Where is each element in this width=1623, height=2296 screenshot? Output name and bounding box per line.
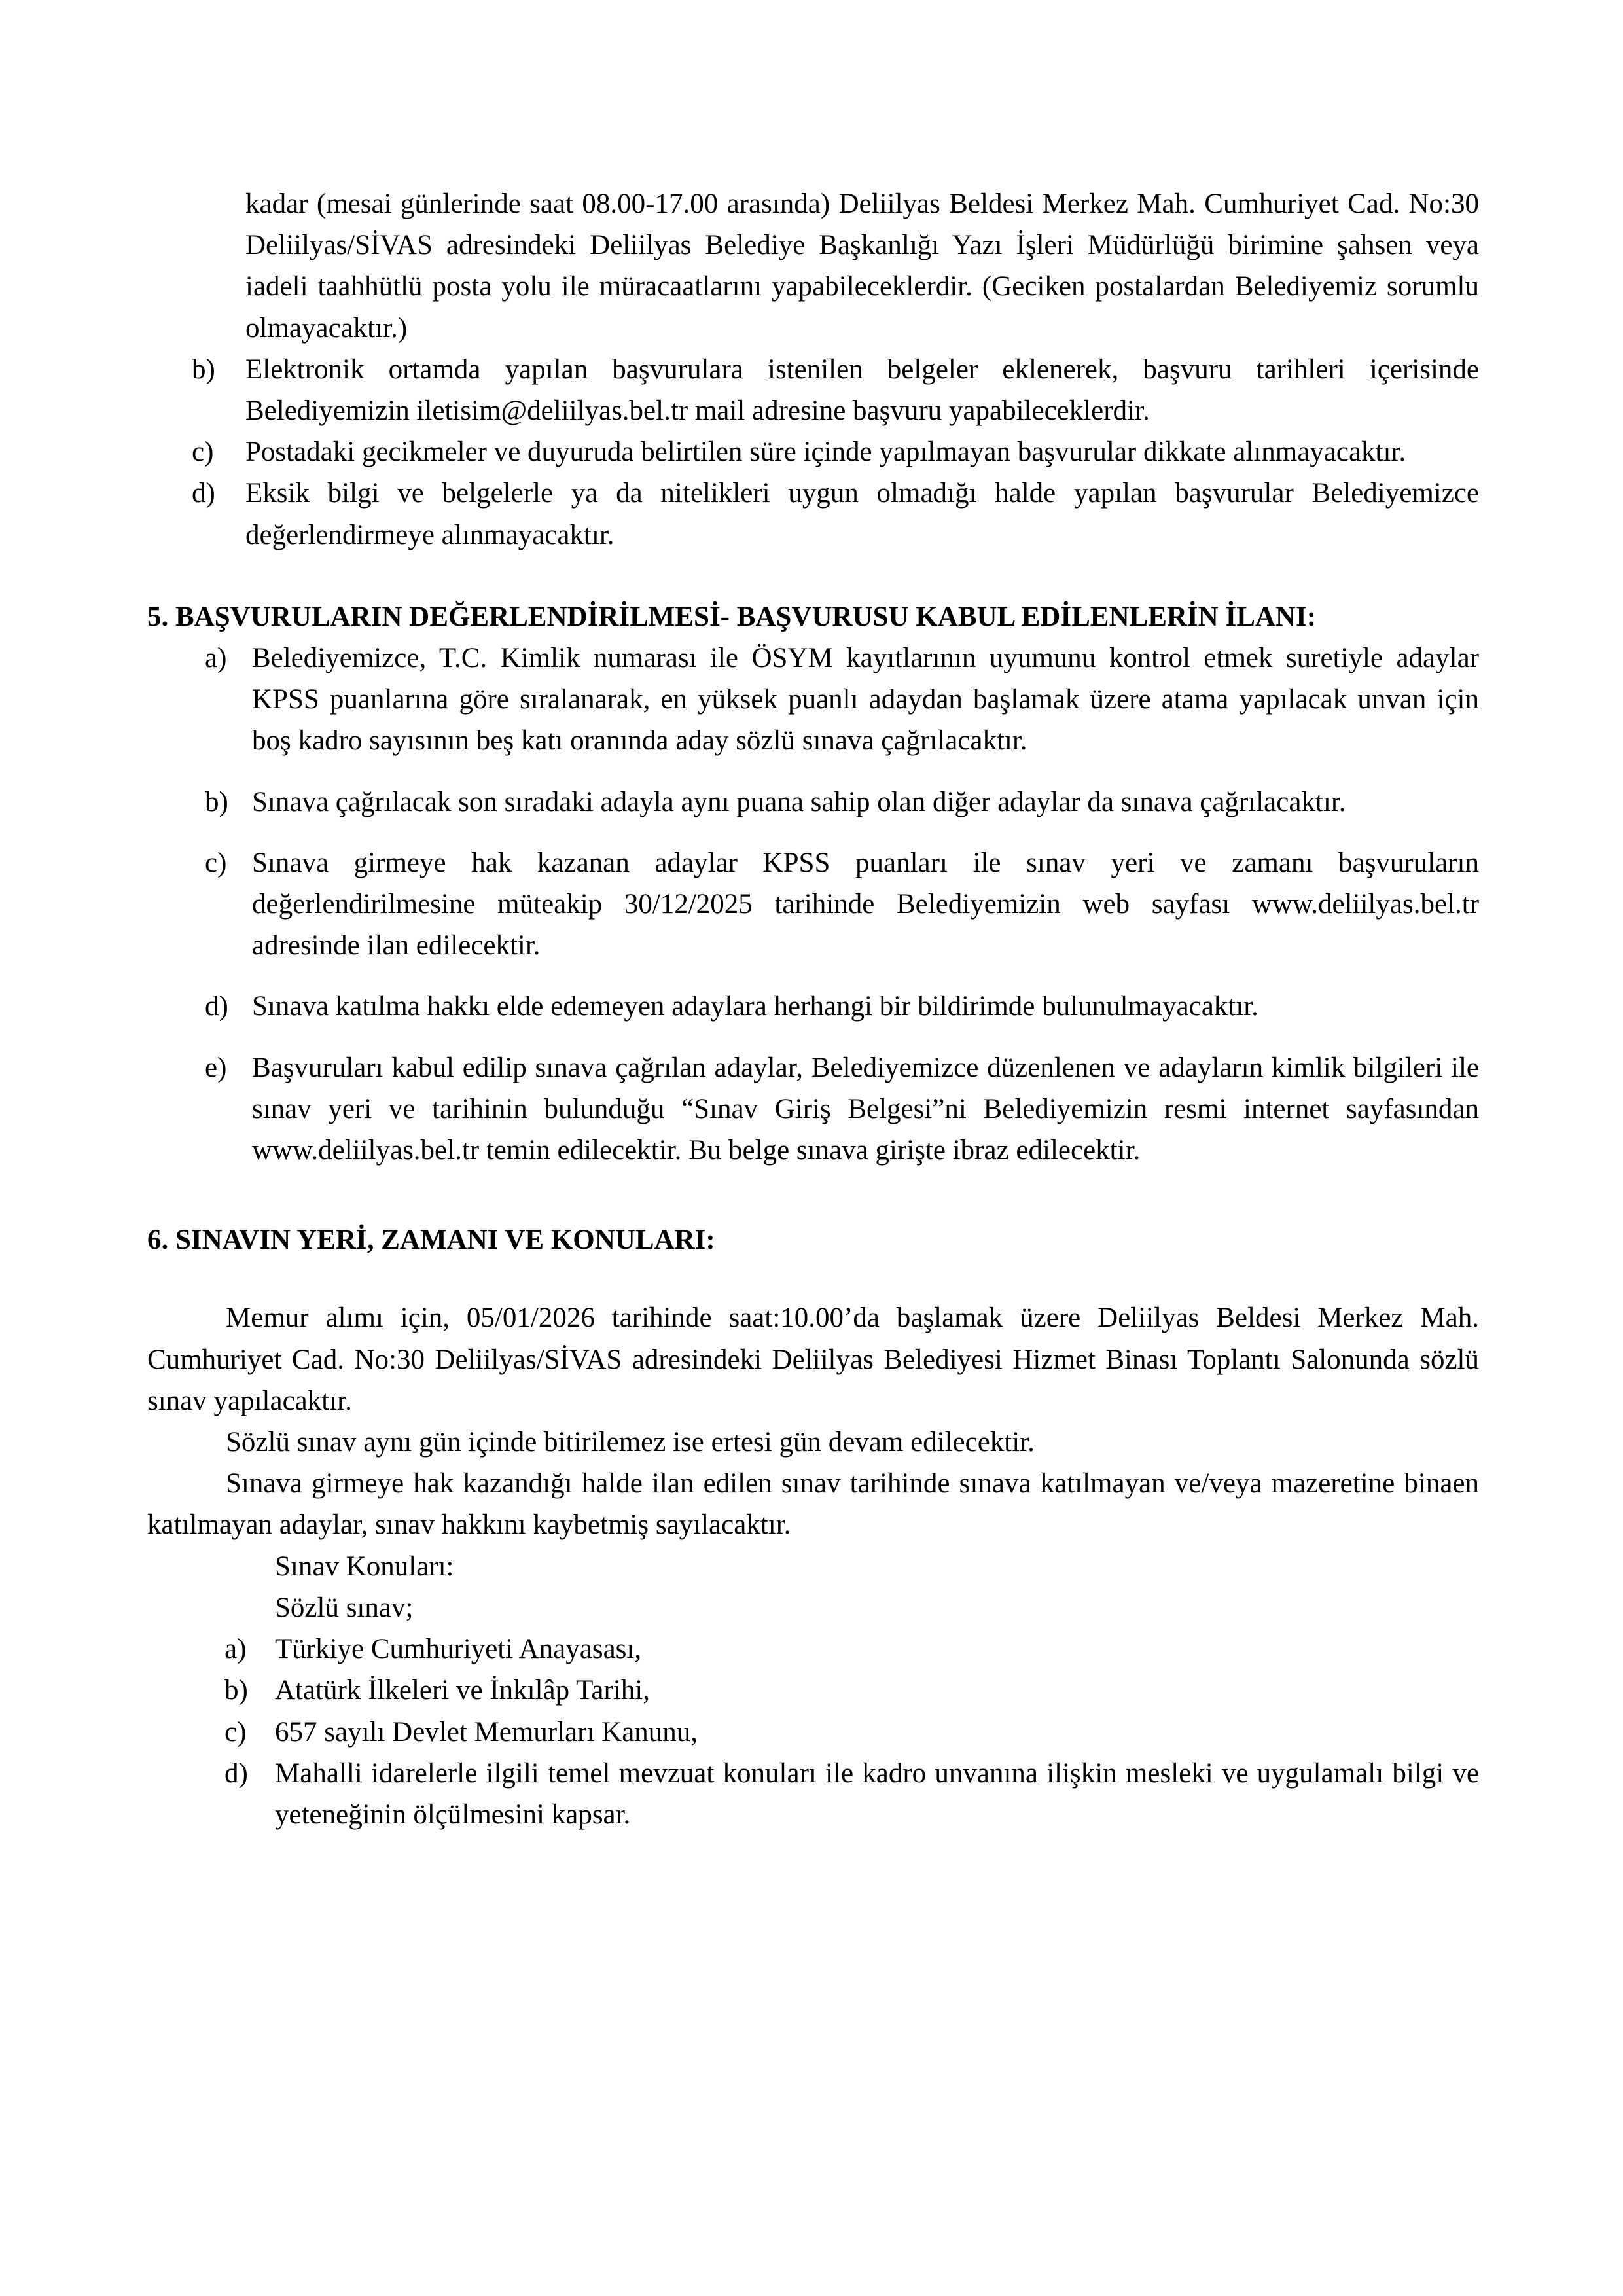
list-marker: d) bbox=[192, 478, 215, 509]
list-item bbox=[147, 473, 1479, 555]
list-item-text: Eksik bilgi ve belgelerle ya da nitelikleri uygun olmadığı halde yapılan başvurular Belediyemizce değerlendirmeye alınmayacaktır. bbox=[245, 478, 1479, 550]
exam-type-label: Sözlü sınav; bbox=[275, 1592, 414, 1623]
list-item-text: 657 sayılı Devlet Memurları Kanunu, bbox=[275, 1716, 698, 1748]
section-6-body bbox=[147, 1297, 1479, 1545]
list-marker: a) bbox=[205, 643, 227, 674]
list-marker: b) bbox=[205, 786, 228, 817]
list-item bbox=[147, 1670, 1479, 1711]
exam-absence-paragraph: Sınava girmeye hak kazandığı halde ilan edilen sınav tarihinde sınava katılmayan ve/veya mazeretine binaen katılmayan adaylar, sınav hakkını kaybetmiş sayılacaktır. bbox=[147, 1468, 1479, 1541]
list-marker: e) bbox=[205, 1052, 227, 1083]
section-5-list bbox=[147, 637, 1479, 1171]
list-item-text: Sınava girmeye hak kazanan adaylar KPSS puanları ile sınav yeri ve zamanı başvuruların değerlendirilmesine müteakip 30/12/2025 tarihinde Belediyemizin web sayfası www.deliilyas.bel.tr adresinde ilan edilecektir. bbox=[252, 847, 1479, 961]
list-item-text: Postadaki gecikmeler ve duyuruda belirtilen süre içinde yapılmayan başvurular dikkate alınmayacaktır. bbox=[245, 437, 1406, 468]
list-item bbox=[147, 1047, 1479, 1172]
list-marker: b) bbox=[192, 353, 215, 385]
list-marker: c) bbox=[192, 437, 214, 468]
list-item bbox=[147, 637, 1479, 762]
list-marker: a) bbox=[224, 1634, 247, 1665]
list-marker: d) bbox=[205, 991, 228, 1022]
list-item-text: Atatürk İlkeleri ve İnkılâp Tarihi, bbox=[275, 1675, 650, 1706]
list-item bbox=[147, 986, 1479, 1027]
list-item bbox=[147, 431, 1479, 473]
exam-subjects-label: Sınav Konuları: bbox=[275, 1551, 454, 1582]
list-item-text: Sınava katılma hakkı elde edemeyen adaylara herhangi bir bildirimde bulunulmayacaktır. bbox=[252, 991, 1258, 1022]
section-5-heading: 5. BAŞVURULARIN DEĞERLENDİRİLMESİ- BAŞVURUSU KABUL EDİLENLERİN İLANI: bbox=[147, 601, 1317, 632]
list-item-text: Elektronik ortamda yapılan başvurulara istenilen belgeler eklenerek, başvuru tarihleri içerisinde Belediyemizin iletisim@deliilyas.bel.tr mail adresine başvuru yapabileceklerdir. bbox=[245, 353, 1479, 427]
list-marker: b) bbox=[224, 1675, 248, 1706]
section-6-heading: 6. SINAVIN YERİ, ZAMANI VE KONULARI: bbox=[147, 1225, 715, 1256]
list-item-text: Sınava çağrılacak son sıradaki adayla aynı puana sahip olan diğer adaylar da sınava çağrılacaktır. bbox=[252, 786, 1346, 817]
list-item-text: Türkiye Cumhuriyeti Anayasası, bbox=[275, 1634, 642, 1665]
list-marker: d) bbox=[224, 1757, 248, 1789]
list-item-text: Başvuruları kabul edilip sınava çağrılan adaylar, Belediyemizce düzenlenen ve adayların kimlik bilgileri ile sınav yeri ve tarihinin bulunduğu “Sınav Giriş Belgesi”ni Belediyemizin resmi internet sayfasından www.deliilyas.bel.tr temin edilecektir. Bu belge sınava girişte ibraz edilecektir. bbox=[252, 1052, 1479, 1166]
list-item bbox=[147, 349, 1479, 431]
list-item bbox=[147, 842, 1479, 967]
list-item bbox=[147, 1712, 1479, 1753]
list-marker: c) bbox=[205, 847, 227, 878]
list-marker: c) bbox=[224, 1716, 247, 1748]
list-item bbox=[147, 781, 1479, 823]
exam-subjects-list bbox=[147, 1628, 1479, 1835]
list-item bbox=[147, 1753, 1479, 1835]
exam-venue-paragraph: Memur alımı için, 05/01/2026 tarihinde saat:10.00’da başlamak üzere Deliilyas Beldesi Merkez Mah. Cumhuriyet Cad. No:30 Deliilyas/SİVAS adresindeki Deliilyas Belediyesi Hizmet Binası Toplantı Salonunda sözlü sınav yapılacaktır. bbox=[147, 1302, 1479, 1416]
continued-paragraph: kadar (mesai günlerinde saat 08.00-17.00 arasında) Deliilyas Beldesi Merkez Mah. Cumhuriyet Cad. No:30 Deliilyas/SİVAS adresindeki Deliilyas Belediye Başkanlığı Yazı İşleri Müdürlüğü birimine şahsen veya iadeli taahhütlü posta yolu ile müracaatlarını yapabileceklerdir. (Geciken postalardan Belediyemiz sorumlu olmayacaktır.) bbox=[245, 188, 1479, 344]
list-item bbox=[147, 1628, 1479, 1670]
list-item-text: Belediyemizce, T.C. Kimlik numarası ile ÖSYM kayıtlarının uyumunu kontrol etmek suretiyle adaylar KPSS puanlarına göre sıralanarak, en yüksek puanlı adaydan başlamak üzere atama yapılacak unvan için boş kadro sayısının beş katı oranında aday sözlü sınava çağrılacaktır. bbox=[252, 643, 1479, 757]
list-item-text: Mahalli idarelerle ilgili temel mevzuat konuları ile kadro unvanına ilişkin mesleki ve uygulamalı bilgi ve yeteneğinin ölçülmesini kapsar. bbox=[275, 1757, 1479, 1830]
exam-continuation-paragraph: Sözlü sınav aynı gün içinde bitirilemez ise ertesi gün devam edilecektir. bbox=[226, 1427, 1035, 1458]
application-method-list bbox=[147, 349, 1479, 556]
